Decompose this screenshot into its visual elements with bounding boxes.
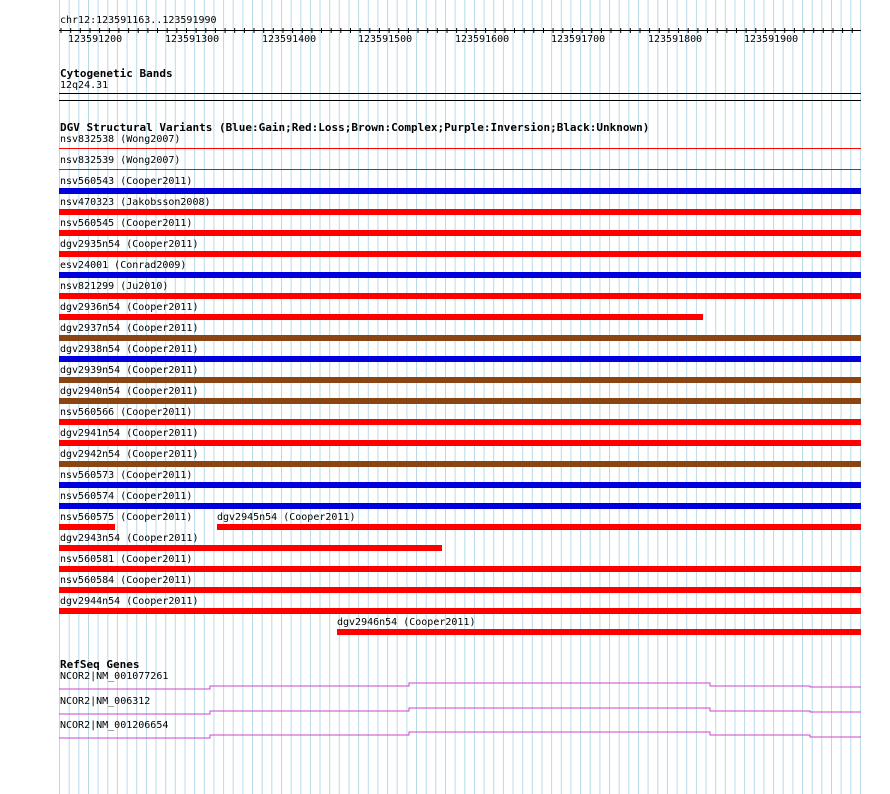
variant-label: nsv470323 (Jakobsson2008) bbox=[60, 197, 211, 208]
variant-label: dgv2935n54 (Cooper2011) bbox=[60, 239, 199, 250]
variant-label: dgv2942n54 (Cooper2011) bbox=[60, 449, 199, 460]
ruler-tick-label: 123591300 bbox=[165, 34, 220, 45]
variant-label: nsv560574 (Cooper2011) bbox=[60, 491, 193, 502]
cytoband-track-title: Cytogenetic Bands bbox=[60, 67, 173, 80]
variant-label: dgv2936n54 (Cooper2011) bbox=[60, 302, 199, 313]
variant-label: dgv2938n54 (Cooper2011) bbox=[60, 344, 199, 355]
ruler-tick-label: 123591500 bbox=[358, 34, 413, 45]
variant-label: nsv560545 (Cooper2011) bbox=[60, 218, 193, 229]
ruler-tick-label: 123591800 bbox=[648, 34, 703, 45]
variant-label: dgv2944n54 (Cooper2011) bbox=[60, 596, 199, 607]
variant-label: nsv560575 (Cooper2011) bbox=[60, 512, 193, 523]
dgv-track-title: DGV Structural Variants (Blue:Gain;Red:Loss;Brown:Complex;Purple:Inversion;Black:Unknown) bbox=[60, 121, 650, 134]
ruler-tick-label: 123591200 bbox=[68, 34, 123, 45]
variant-label: nsv832538 (Wong2007) bbox=[60, 134, 181, 145]
gene-model[interactable] bbox=[59, 683, 861, 689]
location-label: chr12:123591163..123591990 bbox=[60, 15, 217, 26]
variant-label: dgv2937n54 (Cooper2011) bbox=[60, 323, 199, 334]
variant-label: nsv560573 (Cooper2011) bbox=[60, 470, 193, 481]
variant-label: dgv2941n54 (Cooper2011) bbox=[60, 428, 199, 439]
variant-label: nsv832539 (Wong2007) bbox=[60, 155, 181, 166]
gene-label: NCOR2|NM_001077261 bbox=[60, 671, 169, 682]
variant-label: dgv2943n54 (Cooper2011) bbox=[60, 533, 199, 544]
cytoband-label: 12q24.31 bbox=[60, 80, 109, 91]
variant-label: nsv560566 (Cooper2011) bbox=[60, 407, 193, 418]
gene-model[interactable] bbox=[59, 732, 861, 738]
ruler-tick-label: 123591400 bbox=[262, 34, 317, 45]
variant-label: nsv560543 (Cooper2011) bbox=[60, 176, 193, 187]
variant-label: esv24001 (Conrad2009) bbox=[60, 260, 187, 271]
variant-label: dgv2945n54 (Cooper2011) bbox=[217, 512, 356, 523]
ruler-tick-label: 123591900 bbox=[744, 34, 799, 45]
variant-label: dgv2946n54 (Cooper2011) bbox=[337, 617, 476, 628]
variant-label: dgv2940n54 (Cooper2011) bbox=[60, 386, 199, 397]
variant-label: dgv2939n54 (Cooper2011) bbox=[60, 365, 199, 376]
ruler-tick-label: 123591600 bbox=[455, 34, 510, 45]
refseq-track-title: RefSeq Genes bbox=[60, 658, 140, 671]
ruler-tick-label: 123591700 bbox=[551, 34, 606, 45]
gene-model[interactable] bbox=[59, 708, 861, 714]
variant-label: nsv560584 (Cooper2011) bbox=[60, 575, 193, 586]
gene-label: NCOR2|NM_006312 bbox=[60, 696, 151, 707]
gene-label: NCOR2|NM_001206654 bbox=[60, 720, 169, 731]
variant-label: nsv560581 (Cooper2011) bbox=[60, 554, 193, 565]
variant-label: nsv821299 (Ju2010) bbox=[60, 281, 169, 292]
